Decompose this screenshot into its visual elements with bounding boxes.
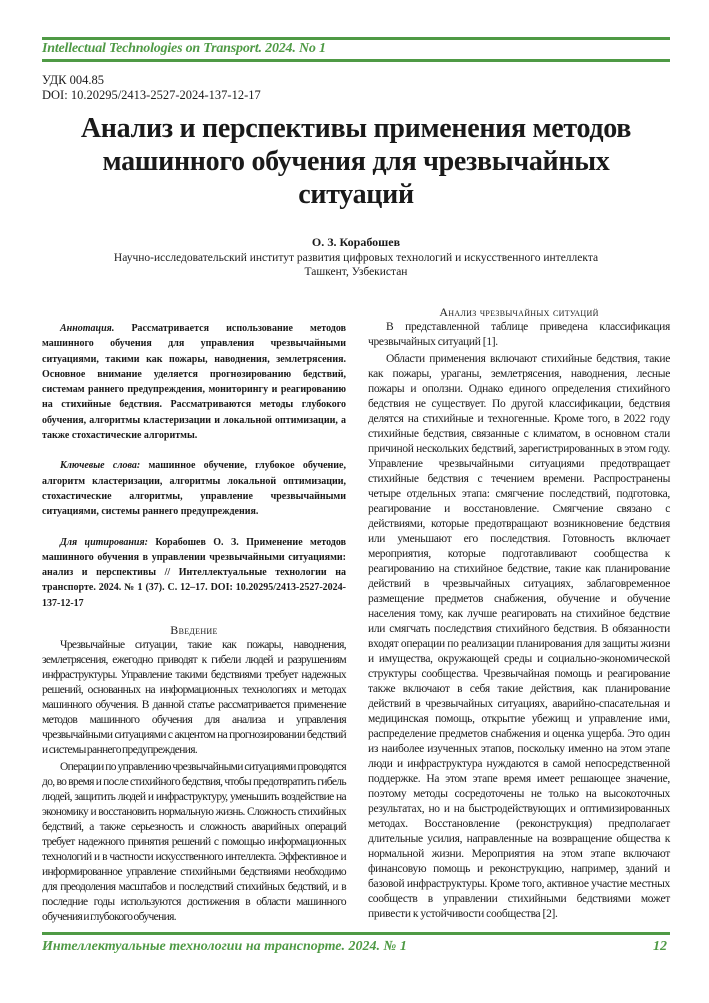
keywords — [42, 458, 346, 519]
intro-paragraph: Операции по управлению чрезвычайными ситуациями проводятся до, во время и после стихийного бедствия, чтобы предотвратить гибель людей, защитить людей и инфраструктуру, уменьшить воздействие на экономику и восстановить нормальную жизнь. Сложность стихийных бедствий, а также серьезность и сложность аварийных операций требует надежного принятия решений с помощью информационных технологий и в частности искусственного интеллекта. Эффективное и информированное управление стихийными бедствиями необходимо для преодоления масштабов и последствий стихийных бедствий, и в последние годы используются достижения в области машинного обучения и глубокого обучения. — [42, 761, 346, 924]
abstract-label: Аннотация. — [60, 323, 115, 334]
header-rule-bottom — [42, 59, 670, 62]
doi-line: DOI: 10.20295/2413-2527-2024-137-12-17 — [42, 88, 261, 102]
affiliation-institute: Научно-исследовательский институт развития цифровых технологий и искусственного интеллекта — [113, 252, 599, 264]
author-name: О. З. Корабошев — [311, 235, 401, 249]
intro-paragraph: Чрезвычайные ситуации, такие как пожары, наводнения, землетрясения, ежегодно приводят к гибели людей и разрушениям инфраструктуры. Управление такими бедствиями требует надежных решений, основанных на информационных технологиях и методах машинного обучения. В данной статье рассматривается применение методов машинного обучения для анализа и управления чрезвычайными ситуациями с акцентом на прогнозировании бедствий и системы раннего предупреждения. — [42, 639, 346, 757]
citation — [42, 535, 346, 611]
keywords-text: машинное обучение, глубокое обучение, алгоритм кластеризации, алгоритмы локальной оптимизации, стохастические алгоритмы, управление чрезвычайными ситуациями, системы раннего предупреждения. — [42, 460, 346, 518]
page-number: 12 — [653, 939, 667, 954]
abstract — [42, 321, 346, 443]
analysis-paragraph: Области применения включают стихийные бедствия, такие как пожары, ураганы, землетрясения, наводнения, лесные пожары и оползни. Однако единого определения стихийного бедствия не существует. По другой классификации, бедствия делятся на стихийные и техногенные. Кроме того, в 2022 году стихийные бедствия, связанные с климатом, в основном стали причиной нескольких бедствий, зарегистрированных в этом году. Управление чрезвычайными ситуациями предотвращает стихийные бедствия с течением времени. Распространены четыре отдельных этапа: смягчение последствий, подготовка, реагирование и восстановление. Смягчение связано с действиями, которые предотвращают возникновение бедствия или уменьшают его последствия. Готовность включает мероприятия, которые подготавливают сообщества к реагированию на стихийное бедствие, такие как планирование действий в чрезвычайных ситуациях, заблаговременное размещение предметов снабжения, обучение и обучение населения тому, как лучше реагировать на стихийное бедствие или смягчать последствия стихийного бедствия. В обязанности входят операции по реализации планирования для защиты жизни и имущества, окружающей среды и социально-экономической структуры сообщества. Чрезвычайная помощь и реагирование также включают в себя такие действия, как планирование действий в чрезвычайных ситуациях, аварийно-спасательная и медицинская помощь, открытие убежищ и управление ими, распределение предметов снабжения и оценка ущерба. Это один из наиболее изученных этапов, поскольку именно на этом этапе люди и инфраструктура нуждаются в самой непосредственной поддержке. На этом этапе время имеет решающее значение, поэтому методы сосредоточены не только на высокоточных результатах, но и на быстродействующих и оптимизированных методах. Восстановление (реконструкция) предполагает длительные усилия, направленные на возвращение общества к нормальной жизни. Мероприятия на этом этапе включают финансовую помощь и реконструкцию, например, зданий и базовой инфраструктуры. Кроме того, активное участие местных сообществ в управлении стихийными бедствиями может привести к устойчивости сообщества [2]. — [368, 353, 670, 920]
citation-text: Корабошев О. З. Применение методов машинного обучения в управлении чрезвычайными ситуациями: анализ и перспективы // Интеллектуальные технологии на транспорте. 2024. № 1 (37). С. 12–17. DOI: 10.20295/2413-2527-2024-137-12-17 — [42, 536, 346, 609]
title-line: машинного обучения для чрезвычайных — [102, 146, 610, 177]
section-heading-analysis: Анализ чрезвычайных ситуаций — [439, 305, 599, 319]
article-meta — [42, 73, 261, 103]
footer-journal: Интеллектуальные технологии на транспорте. 2024. № 1 — [42, 939, 407, 954]
affiliation-location: Ташкент, Узбекистан — [304, 266, 408, 278]
title-line: ситуаций — [298, 179, 414, 210]
footer-rule — [42, 932, 670, 935]
running-head: Intellectual Technologies on Transport. 2024. No 1 — [42, 41, 326, 56]
citation-label: Для цитирования: — [60, 536, 148, 548]
page-title — [42, 112, 670, 211]
right-column — [368, 305, 670, 922]
left-column — [42, 321, 346, 925]
affiliation — [42, 251, 670, 279]
title-line: Анализ и перспективы применения методов — [80, 113, 632, 144]
keywords-label: Ключевые слова: — [60, 460, 141, 472]
analysis-paragraph: В представленной таблице приведена классификация чрезвычайных ситуаций [1]. — [368, 321, 670, 348]
udc-code: УДК 004.85 — [42, 73, 104, 87]
section-heading-introduction: Введение — [170, 623, 218, 638]
abstract-text: Рассматривается использование методов машинного обучения для управления чрезвычайными ситуациями, такими как пожары, наводнения, землетрясения. Основное внимание уделяется прогнозированию бедствий, системам раннего предупреждения, мониторингу и реагированию на стихийные бедствия. Рассматриваются методы глубокого обучения, алгоритмы кластеризации и локальной оптимизации, а также стохастические алгоритмы. — [42, 323, 346, 442]
